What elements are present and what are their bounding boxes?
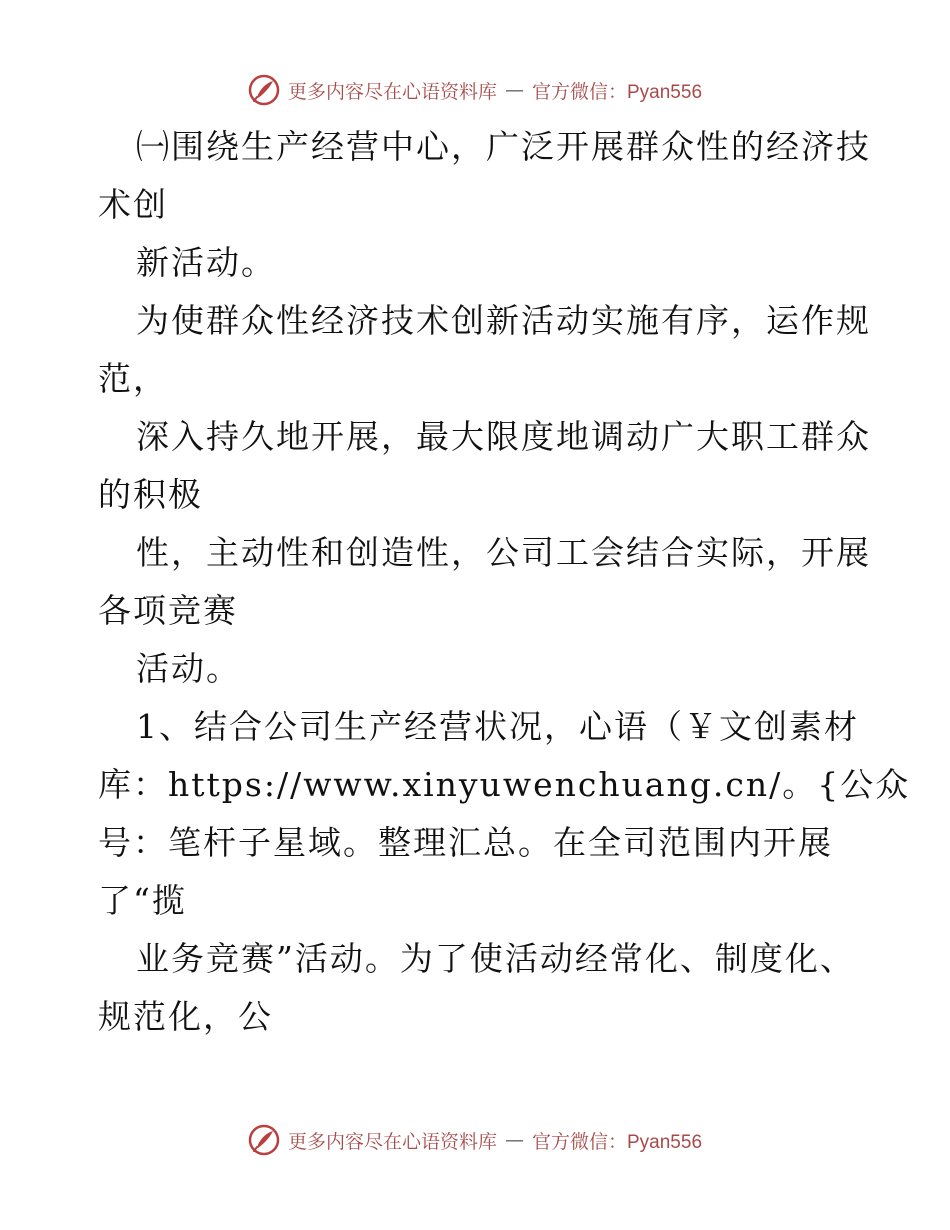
body-line: 范， <box>98 359 168 398</box>
body-line: 的积极 <box>98 475 203 514</box>
footer-separator: — <box>505 1129 524 1151</box>
feather-pen-logo-icon <box>248 74 280 106</box>
header-brand-text: 更多内容尽在心语资料库 <box>287 80 497 103</box>
body-line: 新活动。 <box>136 243 276 282</box>
body-line: 1、结合公司生产经营状况，心语（￥文创素材 <box>136 707 859 746</box>
body-line: ㈠围绕生产经营中心，广泛开展群众性的经济技 <box>136 127 871 166</box>
body-line: 了“揽 <box>98 881 187 920</box>
feather-pen-logo-icon <box>248 1124 280 1156</box>
body-line: 活动。 <box>136 649 241 688</box>
header-banner <box>0 70 950 110</box>
body-line: 业务竞赛”活动。为了使活动经常化、制度化、 <box>136 939 855 978</box>
body-line: 深入持久地开展，最大限度地调动广大职工群众 <box>136 417 871 456</box>
body-line: 为使群众性经济技术创新活动实施有序，运作规 <box>136 301 871 340</box>
body-line: 性，主动性和创造性，公司工会结合实际，开展 <box>136 533 871 572</box>
body-line: 号：笔杆子星域。整理汇总。在全司范围内开展 <box>98 823 833 862</box>
footer-banner <box>0 1120 950 1160</box>
header-separator: — <box>505 79 524 101</box>
body-line: 术创 <box>98 185 168 224</box>
body-line: 规范化，公 <box>98 997 273 1036</box>
body-line-url: 库：https://www.xinyuwenchuang.cn/。{公众 <box>98 765 911 804</box>
header-wechat-text: 官方微信：Pyan556 <box>532 81 703 103</box>
footer-brand-text: 更多内容尽在心语资料库 <box>287 1130 497 1153</box>
footer-wechat-text: 官方微信：Pyan556 <box>532 1131 703 1153</box>
body-line: 各项竞赛 <box>98 591 238 630</box>
